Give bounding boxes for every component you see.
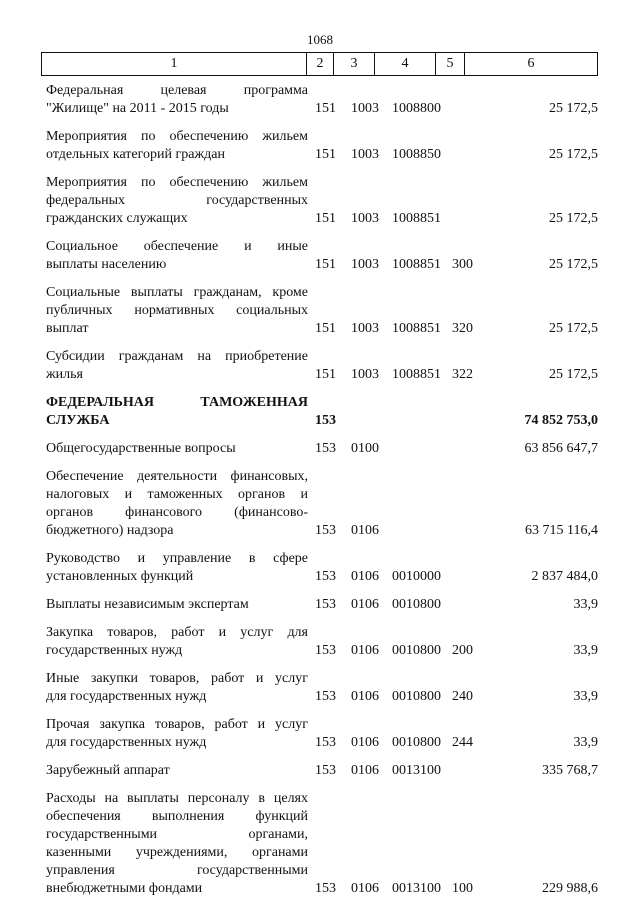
expense-type-code: 320 xyxy=(452,321,473,336)
section-code: 0100 xyxy=(351,441,379,456)
table-row xyxy=(46,670,598,706)
section-code: 0106 xyxy=(351,763,379,778)
description-line: выплаты населению xyxy=(46,257,167,272)
description-line: Закупка товаров, работ и услуг для xyxy=(46,625,308,640)
target-article-code: 0010000 xyxy=(392,569,441,584)
expense-type-code: 100 xyxy=(452,881,473,896)
row-description xyxy=(46,440,308,458)
column-header-6: 6 xyxy=(465,53,598,76)
column-header-2: 2 xyxy=(307,53,334,76)
section-code: 0106 xyxy=(351,881,379,896)
description-line: отдельных категорий граждан xyxy=(46,147,225,162)
table-row xyxy=(46,348,598,384)
target-article-code: 1008851 xyxy=(392,321,441,336)
table-row xyxy=(46,238,598,274)
description-line: Общегосударственные вопросы xyxy=(46,441,236,456)
column-header-table xyxy=(41,52,598,76)
section-code: 1003 xyxy=(351,257,379,272)
description-line: бюджетного) надзора xyxy=(46,523,174,538)
section-code: 1003 xyxy=(351,147,379,162)
ministry-code: 153 xyxy=(315,689,336,704)
description-line: публичных нормативных социальных xyxy=(46,303,308,318)
amount: 25 172,5 xyxy=(549,321,598,336)
ministry-code: 153 xyxy=(315,763,336,778)
table-row xyxy=(46,716,598,752)
description-line: казенными учреждениями, органами xyxy=(46,845,308,860)
row-description xyxy=(46,716,308,752)
section-code: 1003 xyxy=(351,321,379,336)
description-line: Субсидии гражданам на приобретение xyxy=(46,349,308,364)
table-row xyxy=(46,440,598,458)
ministry-code: 151 xyxy=(315,321,336,336)
description-line: установленных функций xyxy=(46,569,194,584)
target-article-code: 1008850 xyxy=(392,147,441,162)
description-line: "Жилище" на 2011 - 2015 годы xyxy=(46,101,229,116)
table-row xyxy=(46,468,598,540)
row-description xyxy=(46,624,308,660)
ministry-code: 151 xyxy=(315,211,336,226)
section-code: 0106 xyxy=(351,597,379,612)
description-line: государственными органами, xyxy=(46,827,308,842)
section-code: 0106 xyxy=(351,523,379,538)
description-line: федеральных государственных xyxy=(46,193,308,208)
amount: 2 837 484,0 xyxy=(531,569,598,584)
column-header-row xyxy=(42,53,598,76)
target-article-code: 0010800 xyxy=(392,597,441,612)
description-line: жилья xyxy=(46,367,83,382)
row-description xyxy=(46,762,308,780)
target-article-code: 1008851 xyxy=(392,211,441,226)
table-row xyxy=(46,284,598,338)
description-line: Руководство и управление в сфере xyxy=(46,551,308,566)
amount: 33,9 xyxy=(573,735,598,750)
description-line: ФЕДЕРАЛЬНАЯ ТАМОЖЕННАЯ xyxy=(46,395,308,410)
table-row xyxy=(46,394,598,430)
description-line: органов финансового (финансово- xyxy=(46,505,308,520)
description-line: Выплаты независимым экспертам xyxy=(46,597,249,612)
row-description xyxy=(46,348,308,384)
description-line: Расходы на выплаты персоналу в целях xyxy=(46,791,308,806)
description-line: Зарубежный аппарат xyxy=(46,763,170,778)
target-article-code: 0010800 xyxy=(392,735,441,750)
section-code: 0106 xyxy=(351,643,379,658)
description-line: Социальные выплаты гражданам, кроме xyxy=(46,285,308,300)
description-line: Иные закупки товаров, работ и услуг xyxy=(46,671,308,686)
description-line: обеспечения выполнения функций xyxy=(46,809,308,824)
description-line: Мероприятия по обеспечению жильем xyxy=(46,129,308,144)
description-line: для государственных нужд xyxy=(46,689,207,704)
ministry-code: 153 xyxy=(315,413,336,428)
description-line: Прочая закупка товаров, работ и услуг xyxy=(46,717,308,732)
row-description xyxy=(46,670,308,706)
column-header-3: 3 xyxy=(334,53,375,76)
table-row xyxy=(46,790,598,898)
target-article-code: 0013100 xyxy=(392,881,441,896)
description-line: государственных нужд xyxy=(46,643,183,658)
description-line: Мероприятия по обеспечению жильем xyxy=(46,175,308,190)
expense-type-code: 200 xyxy=(452,643,473,658)
section-code: 1003 xyxy=(351,101,379,116)
row-description xyxy=(46,468,308,540)
expense-type-code: 244 xyxy=(452,735,473,750)
amount: 25 172,5 xyxy=(549,147,598,162)
expense-type-code: 300 xyxy=(452,257,473,272)
description-line: гражданских служащих xyxy=(46,211,188,226)
description-line: управления государственными xyxy=(46,863,308,878)
amount: 25 172,5 xyxy=(549,257,598,272)
section-code: 1003 xyxy=(351,211,379,226)
row-description xyxy=(46,550,308,586)
ministry-code: 151 xyxy=(315,367,336,382)
amount: 74 852 753,0 xyxy=(524,413,598,428)
ministry-code: 153 xyxy=(315,735,336,750)
ministry-code: 151 xyxy=(315,257,336,272)
table-row xyxy=(46,174,598,228)
ministry-code: 153 xyxy=(315,569,336,584)
column-header-4: 4 xyxy=(375,53,436,76)
row-description xyxy=(46,238,308,274)
amount: 33,9 xyxy=(573,689,598,704)
page-number: 1068 xyxy=(307,32,333,47)
ministry-code: 153 xyxy=(315,643,336,658)
target-article-code: 1008800 xyxy=(392,101,441,116)
amount: 33,9 xyxy=(573,643,598,658)
amount: 25 172,5 xyxy=(549,101,598,116)
amount: 229 988,6 xyxy=(542,881,598,896)
amount: 25 172,5 xyxy=(549,211,598,226)
description-line: Обеспечение деятельности финансовых, xyxy=(46,469,308,484)
ministry-code: 153 xyxy=(315,881,336,896)
section-code: 0106 xyxy=(351,735,379,750)
table-row xyxy=(46,128,598,164)
target-article-code: 1008851 xyxy=(392,367,441,382)
table-row xyxy=(46,596,598,614)
row-description xyxy=(46,596,308,614)
row-description xyxy=(46,284,308,338)
table-row xyxy=(46,762,598,780)
ministry-code: 151 xyxy=(315,101,336,116)
section-code: 0106 xyxy=(351,569,379,584)
amount: 63 856 647,7 xyxy=(524,441,598,456)
description-line: налоговых и таможенных органов и xyxy=(46,487,308,502)
table-row xyxy=(46,550,598,586)
target-article-code: 0010800 xyxy=(392,689,441,704)
column-header-5: 5 xyxy=(436,53,465,76)
row-description xyxy=(46,790,308,898)
row-description xyxy=(46,128,308,164)
description-line: выплат xyxy=(46,321,89,336)
expense-type-code: 322 xyxy=(452,367,473,382)
target-article-code: 0010800 xyxy=(392,643,441,658)
description-line: для государственных нужд xyxy=(46,735,207,750)
description-line: Федеральная целевая программа xyxy=(46,83,308,98)
row-description xyxy=(46,394,308,430)
ministry-code: 153 xyxy=(315,523,336,538)
ministry-code: 153 xyxy=(315,597,336,612)
amount: 25 172,5 xyxy=(549,367,598,382)
amount: 33,9 xyxy=(573,597,598,612)
expense-type-code: 240 xyxy=(452,689,473,704)
section-code: 1003 xyxy=(351,367,379,382)
row-description xyxy=(46,82,308,118)
amount: 63 715 116,4 xyxy=(525,523,598,538)
amount: 335 768,7 xyxy=(542,763,598,778)
description-line: СЛУЖБА xyxy=(46,413,110,428)
row-description xyxy=(46,174,308,228)
section-code: 0106 xyxy=(351,689,379,704)
ministry-code: 153 xyxy=(315,441,336,456)
ministry-code: 151 xyxy=(315,147,336,162)
description-line: внебюджетными фондами xyxy=(46,881,203,896)
target-article-code: 1008851 xyxy=(392,257,441,272)
table-row xyxy=(46,82,598,118)
description-line: Социальное обеспечение и иные xyxy=(46,239,308,254)
column-header-1: 1 xyxy=(42,53,307,76)
table-row xyxy=(46,624,598,660)
budget-table-body xyxy=(46,82,598,908)
target-article-code: 0013100 xyxy=(392,763,441,778)
